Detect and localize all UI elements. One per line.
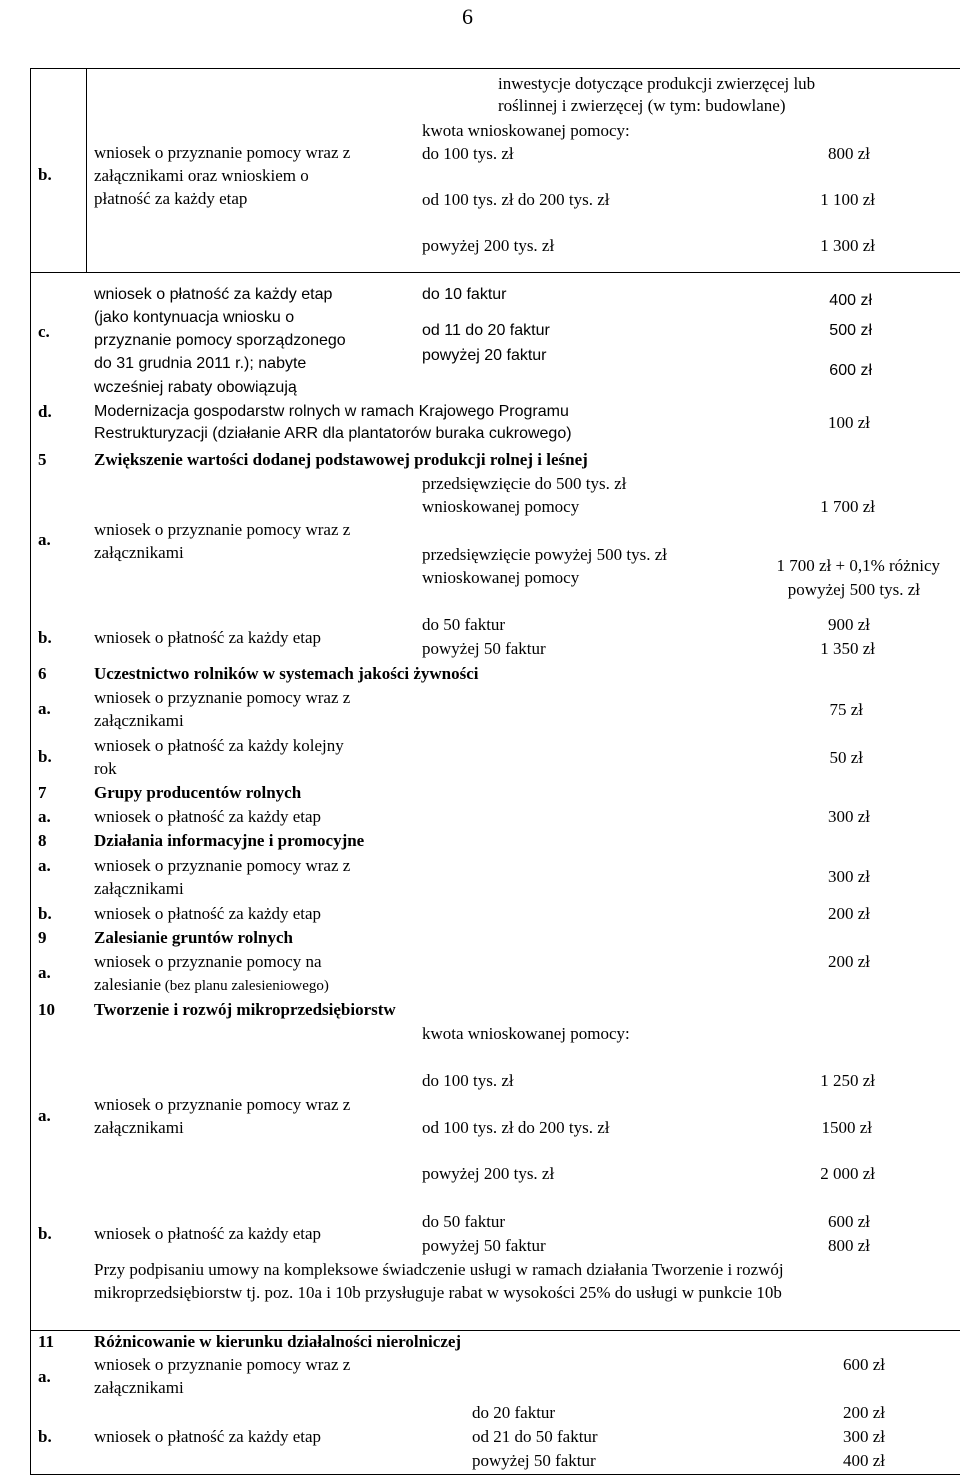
- price-value: 600 zł: [827, 1212, 870, 1231]
- column-divider: [86, 68, 87, 272]
- section-number: 5: [38, 450, 47, 469]
- table-border-left: [30, 68, 31, 1475]
- condition-text: powyżej 50 faktur: [422, 1236, 546, 1255]
- price-value: 600 zł: [829, 362, 872, 379]
- item-description: wniosek o przyznanie pomocy wraz z: [94, 688, 351, 707]
- section-title: Różnicowanie w kierunku działalności nierolniczej: [94, 1332, 462, 1351]
- section-title: Grupy producentów rolnych: [94, 783, 302, 802]
- section-letter: b.: [38, 165, 52, 184]
- section-title: Działania informacyjne i promocyjne: [94, 831, 365, 850]
- section-title: Tworzenie i rozwój mikroprzedsiębiorstw: [94, 1000, 396, 1019]
- section-title: Zalesianie gruntów rolnych: [94, 928, 293, 947]
- item-description: wniosek o płatność za każdy etap: [94, 1427, 322, 1446]
- item-description: wniosek o przyznanie pomocy wraz z: [94, 520, 351, 539]
- section-description: (jako kontynuacja wniosku o: [94, 309, 295, 326]
- item-letter: a.: [38, 963, 51, 982]
- section-title: Uczestnictwo rolników w systemach jakości żywności: [94, 664, 479, 683]
- condition-text: do 20 faktur: [472, 1403, 556, 1422]
- item-letter: b.: [38, 904, 52, 923]
- condition-text: od 21 do 50 faktur: [472, 1427, 598, 1446]
- price-value: 1 300 zł: [820, 236, 875, 255]
- note-text: Przy podpisaniu umowy na kompleksowe świadczenie usługi w ramach działania Tworzenie i rozwój: [94, 1260, 784, 1279]
- item-description: [94, 975, 329, 995]
- item-letter: b.: [38, 1427, 52, 1446]
- condition-text: do 50 faktur: [422, 615, 506, 634]
- item-description-note: (bez planu zalesieniowego): [161, 978, 329, 994]
- header-text: roślinnej i zwierzęcej (w tym: budowlane): [498, 96, 786, 115]
- section-description: płatność za każdy etap: [94, 189, 248, 208]
- condition-text: powyżej 50 faktur: [422, 639, 546, 658]
- condition-text: powyżej 50 faktur: [472, 1451, 596, 1470]
- price-value: 400 zł: [842, 1451, 885, 1470]
- price-value: 400 zł: [829, 292, 872, 309]
- table-border-top: [30, 68, 960, 69]
- item-description: wniosek o przyznanie pomocy wraz z: [94, 856, 351, 875]
- price-value: 500 zł: [829, 322, 872, 339]
- section-number: 9: [38, 928, 47, 947]
- price-value: 900 zł: [827, 615, 870, 634]
- condition-text: do 10 faktur: [422, 286, 507, 303]
- price-value: 75 zł: [829, 700, 863, 719]
- section-description: załącznikami oraz wnioskiem o: [94, 166, 309, 185]
- header-text: inwestycje dotyczące produkcji zwierzęcej lub: [498, 74, 816, 93]
- item-description: załącznikami: [94, 543, 184, 562]
- item-description: załącznikami: [94, 879, 184, 898]
- condition-text: przedsięwzięcie powyżej 500 tys. zł: [422, 545, 667, 564]
- price-value: 300 zł: [827, 867, 870, 886]
- item-letter: b.: [38, 1224, 52, 1243]
- item-letter: b.: [38, 747, 52, 766]
- item-description: wniosek o płatność za każdy etap: [94, 904, 322, 923]
- page-number: 6: [462, 4, 473, 29]
- price-value: 1500 zł: [821, 1118, 872, 1137]
- item-description: wniosek o płatność za każdy kolejny: [94, 736, 344, 755]
- item-letter: a.: [38, 530, 51, 549]
- section-number: 6: [38, 664, 47, 683]
- price-value: 200 zł: [827, 952, 870, 971]
- item-letter: a.: [38, 1367, 51, 1386]
- section-letter: d.: [38, 402, 52, 421]
- item-letter: a.: [38, 1106, 51, 1125]
- section-description: przyznanie pomocy sporządzonego: [94, 332, 346, 349]
- price-value: 300 zł: [842, 1427, 885, 1446]
- condition-text: powyżej 200 tys. zł: [422, 1164, 555, 1183]
- price-value: powyżej 500 tys. zł: [787, 580, 920, 599]
- table-border-bottom: [30, 1474, 960, 1475]
- item-description: załącznikami: [94, 1118, 184, 1137]
- item-description: wniosek o przyznanie pomocy na: [94, 952, 322, 971]
- item-letter: a.: [38, 807, 51, 826]
- price-value: 50 zł: [829, 748, 863, 767]
- item-description: rok: [94, 759, 117, 778]
- condition-text: od 100 tys. zł do 200 tys. zł: [422, 1118, 610, 1137]
- section-number: 11: [38, 1332, 55, 1351]
- item-description: wniosek o przyznanie pomocy wraz z: [94, 1095, 351, 1114]
- price-value: 1 700 zł + 0,1% różnicy: [776, 556, 940, 575]
- condition-text: wnioskowanej pomocy: [422, 497, 580, 516]
- price-value: 2 000 zł: [820, 1164, 875, 1183]
- price-value: 800 zł: [827, 1236, 870, 1255]
- condition-text: do 100 tys. zł: [422, 1071, 514, 1090]
- section-description: do 31 grudnia 2011 r.); nabyte: [94, 355, 307, 372]
- item-letter: a.: [38, 699, 51, 718]
- price-value: 1 700 zł: [820, 497, 875, 516]
- item-letter: a.: [38, 856, 51, 875]
- condition-text: od 11 do 20 faktur: [422, 322, 550, 339]
- row-divider: [30, 272, 960, 273]
- price-value: 1 100 zł: [820, 190, 875, 209]
- condition-text: od 100 tys. zł do 200 tys. zł: [422, 190, 610, 209]
- condition-text: do 50 faktur: [422, 1212, 506, 1231]
- item-description: wniosek o płatność za każdy etap: [94, 1224, 322, 1243]
- condition-text: przedsięwzięcie do 500 tys. zł: [422, 474, 627, 493]
- price-value: 1 350 zł: [820, 639, 875, 658]
- condition-text: powyżej 200 tys. zł: [422, 236, 555, 255]
- item-description: wniosek o przyznanie pomocy wraz z: [94, 1355, 351, 1374]
- item-description: wniosek o płatność za każdy etap: [94, 628, 322, 647]
- section-number: 8: [38, 831, 47, 850]
- item-description: wniosek o płatność za każdy etap: [94, 807, 322, 826]
- item-letter: b.: [38, 628, 52, 647]
- price-value: 600 zł: [842, 1355, 885, 1374]
- price-value: 200 zł: [827, 904, 870, 923]
- item-description: załącznikami: [94, 1378, 184, 1397]
- price-value: 800 zł: [827, 144, 870, 163]
- header-text: kwota wnioskowanej pomocy:: [422, 121, 630, 140]
- section-number: 10: [38, 1000, 55, 1019]
- item-description: załącznikami: [94, 711, 184, 730]
- condition-text: do 100 tys. zł: [422, 144, 514, 163]
- condition-text: powyżej 20 faktur: [422, 347, 547, 364]
- section-description: wcześniej rabaty obowiązują: [94, 379, 297, 396]
- section-description: Modernizacja gospodarstw rolnych w ramach Krajowego Programu: [94, 403, 569, 420]
- price-value: 200 zł: [842, 1403, 885, 1422]
- section-description: wniosek o przyznanie pomocy wraz z: [94, 143, 351, 162]
- price-value: 100 zł: [827, 413, 870, 432]
- item-description-main: zalesianie: [94, 975, 162, 994]
- price-value: 300 zł: [827, 807, 870, 826]
- header-text: kwota wnioskowanej pomocy:: [422, 1024, 630, 1043]
- row-divider: [30, 1330, 960, 1331]
- condition-text: wnioskowanej pomocy: [422, 568, 580, 587]
- price-value: 1 250 zł: [820, 1071, 875, 1090]
- section-description: wniosek o płatność za każdy etap: [94, 286, 333, 303]
- section-number: 7: [38, 783, 47, 802]
- section-description: Restrukturyzacji (działanie ARR dla plantatorów buraka cukrowego): [94, 425, 572, 442]
- section-title: Zwiększenie wartości dodanej podstawowej produkcji rolnej i leśnej: [94, 450, 588, 469]
- note-text: mikroprzedsiębiorstw tj. poz. 10a i 10b przysługuje rabat w wysokości 25% do usługi w punkcie 10b: [94, 1283, 782, 1302]
- section-letter: c.: [38, 322, 50, 341]
